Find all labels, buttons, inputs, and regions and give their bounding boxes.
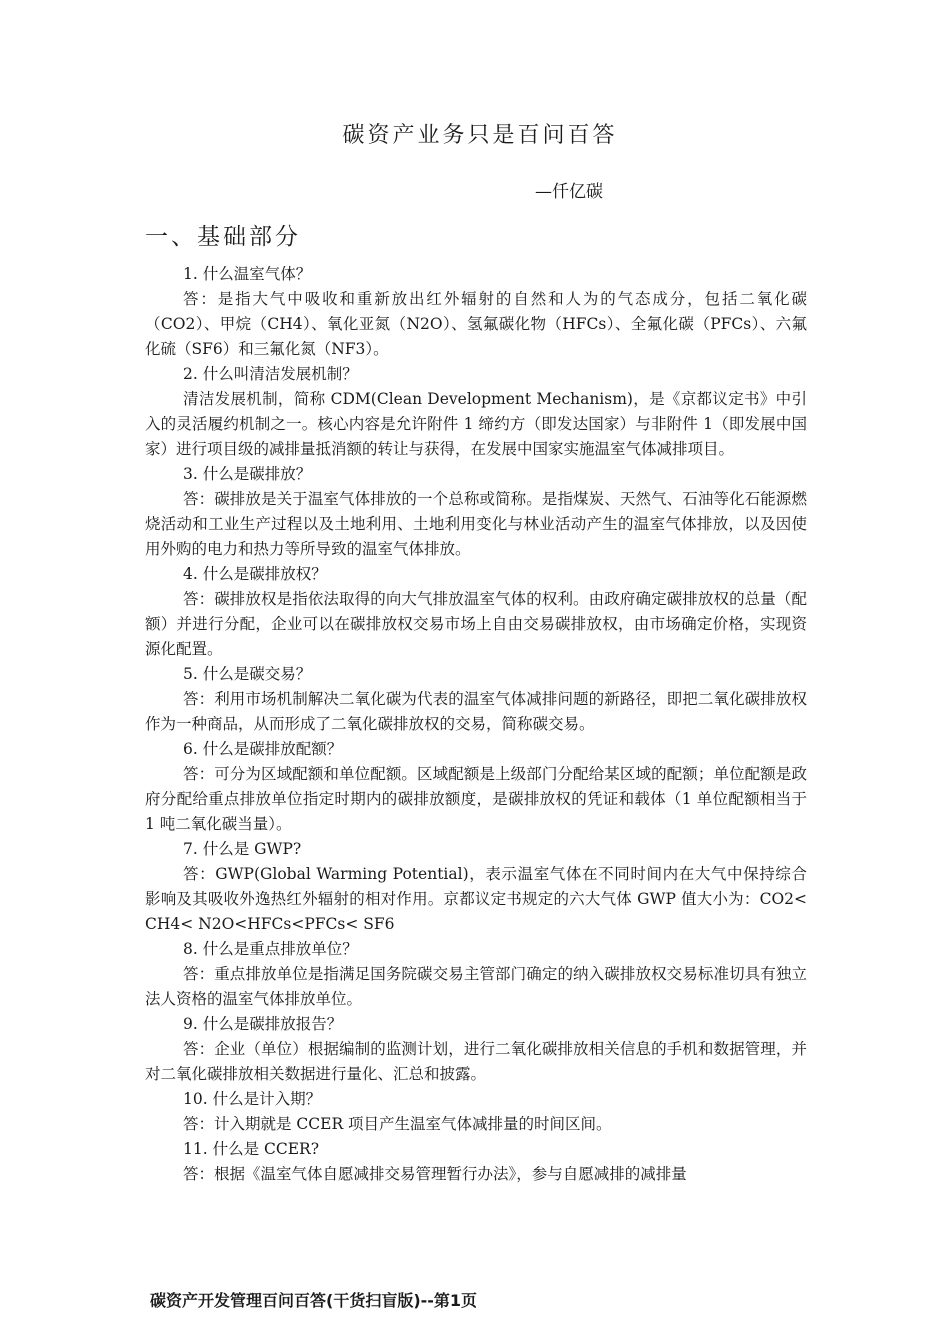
page-footer: 碳资产开发管理百问百答(干货扫盲版)--第1页: [150, 1291, 478, 1310]
section-heading: 一、基础部分: [145, 224, 301, 250]
question: 7. 什么是 GWP?: [183, 840, 302, 858]
answer: 答：利用市场机制解决二氧化碳为代表的温室气体减排问题的新路径，即把二氧化碳排放权作为一种商品，从而形成了二氧化碳排放权的交易，简称碳交易。: [145, 690, 807, 733]
answer: 答：GWP(Global Warming Potential)，表示温室气体在不同时间内在大气中保持综合影响及其吸收外逸热红外辐射的相对作用。京都议定书规定的六大气体 GWP 值大小为：CO2< CH4< N2O<HFCs<PFCs< SF6: [145, 865, 807, 933]
question: 3. 什么是碳排放？: [183, 465, 312, 483]
question: 6. 什么是碳排放配额？: [183, 740, 343, 758]
answer: 清洁发展机制，简称 CDM(Clean Development Mechanism)，是《京都议定书》中引入的灵活履约机制之一。核心内容是允许附件 1 缔约方（即发达国家）与非附件 1（即发展中国家）进行项目级的减排量抵消额的转让与获得，在发展中国家实施温室气体减排项目。: [145, 390, 807, 458]
question: 2. 什么叫清洁发展机制？: [183, 365, 358, 383]
answer: 答：是指大气中吸收和重新放出红外辐射的自然和人为的气态成分，包括二氧化碳（CO2）、甲烷（CH4）、氧化亚氮（N2O）、氢氟碳化物（HFCs）、全氟化碳（PFCs）、六氟化硫（SF6）和三氟化氮（NF3）。: [145, 290, 807, 358]
question: 8. 什么是重点排放单位？: [183, 940, 358, 958]
author-line: —仟亿碳: [535, 182, 603, 202]
question: 1. 什么温室气体？: [183, 265, 312, 283]
answer: 答：根据《温室气体自愿减排交易管理暂行办法》，参与自愿减排的减排量: [183, 1165, 687, 1183]
question: 11. 什么是 CCER?: [183, 1140, 320, 1158]
answer: 答：碳排放权是指依法取得的向大气排放温室气体的权利。由政府确定碳排放权的总量（配额）并进行分配，企业可以在碳排放权交易市场上自由交易碳排放权，由市场确定价格，实现资源化配置。: [145, 590, 807, 658]
question: 5. 什么是碳交易？: [183, 665, 312, 683]
question: 10. 什么是计入期？: [183, 1090, 322, 1108]
answer: 答：企业（单位）根据编制的监测计划，进行二氧化碳排放相关信息的手机和数据管理，并对二氧化碳排放相关数据进行量化、汇总和披露。: [145, 1040, 807, 1083]
question: 9. 什么是碳排放报告？: [183, 1015, 343, 1033]
answer: 答：碳排放是关于温室气体排放的一个总称或简称。是指煤炭、天然气、石油等化石能源燃烧活动和工业生产过程以及土地利用、土地利用变化与林业活动产生的温室气体排放，以及因使用外购的电力和热力等所导致的温室气体排放。: [145, 490, 807, 558]
question: 4. 什么是碳排放权？: [183, 565, 327, 583]
answer: 答：计入期就是 CCER 项目产生温室气体减排量的时间区间。: [183, 1115, 612, 1133]
answer: 答：可分为区域配额和单位配额。区域配额是上级部门分配给某区域的配额；单位配额是政府分配给重点排放单位指定时期内的碳排放额度，是碳排放权的凭证和载体（1 单位配额相当于 1 吨二氧化碳当量）。: [145, 765, 807, 833]
answer: 答：重点排放单位是指满足国务院碳交易主管部门确定的纳入碳排放权交易标准切具有独立法人资格的温室气体排放单位。: [145, 965, 807, 1008]
qa-body: [145, 262, 807, 1187]
document-title: 碳资产业务只是百问百答: [342, 123, 618, 148]
